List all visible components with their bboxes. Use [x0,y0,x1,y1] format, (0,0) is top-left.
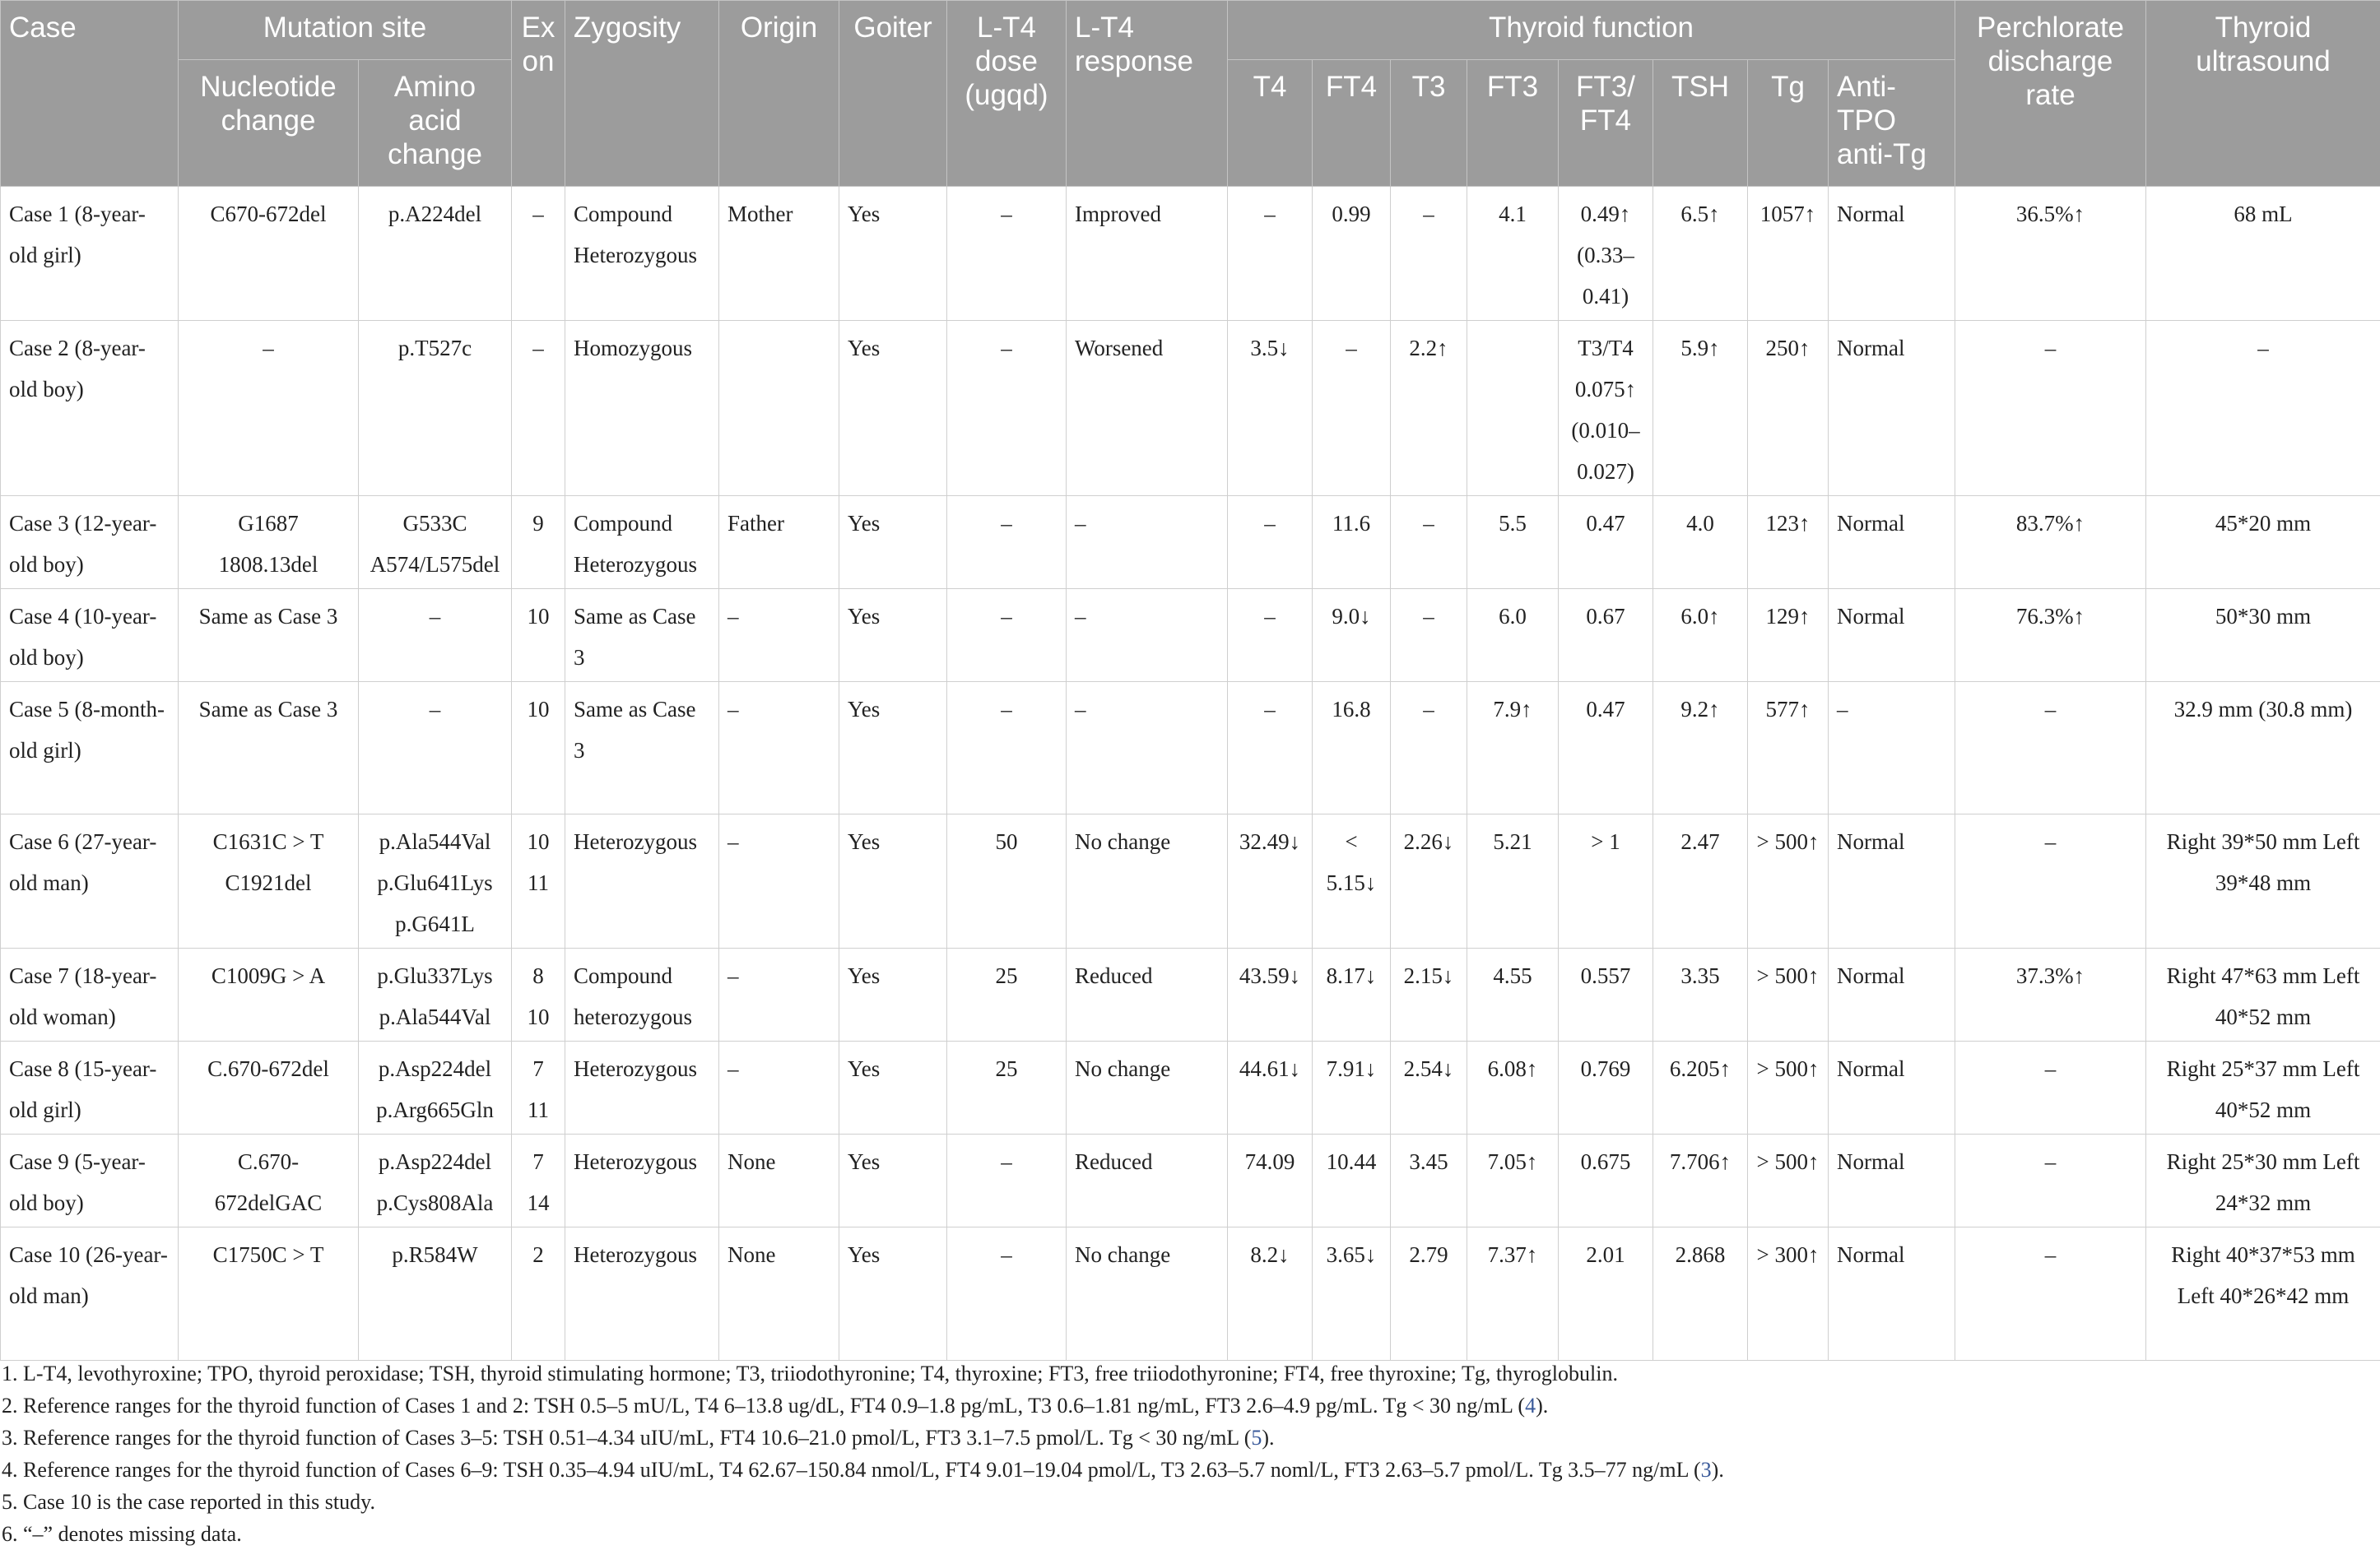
header-mutation-site: Mutation site [179,1,512,60]
cell-t4: 74.09 [1228,1135,1313,1227]
cell-anti: Normal [1829,1042,1955,1135]
cell-dose: – [947,682,1067,814]
cell-amino: p.A224del [359,187,512,321]
cell-tsh: 9.2↑ [1653,682,1748,814]
cell-tg: > 500↑ [1748,1042,1829,1135]
cell-exon: – [512,321,565,496]
footnote-case-10: 5. Case 10 is the case reported in this study. [0,1486,1724,1518]
cell-dose: – [947,1135,1067,1227]
cell-nucleotide: C1009G > A [179,949,359,1042]
cell-ultrasound: Right 39*50 mm Left 39*48 mm [2146,814,2380,949]
cell-zygosity: Compound heterozygous [565,949,719,1042]
footnote-text: 4. Reference ranges for the thyroid function of Cases 6–9: TSH 0.35–4.94 uIU/mL, T4 62.67–150.84 nmol/L, FT4 9.01–19.04 pmol/L, T3 2.63–5.7 noml/L, FT3 2.63–5.7 pmol/L. Tg 3.5–77 ng/mL ( [2,1458,1701,1482]
cell-ft3-ft4: 0.557 [1559,949,1653,1042]
cell-ft3: 5.5 [1467,496,1559,589]
cell-exon: 7 14 [512,1135,565,1227]
cell-zygosity: Compound Heterozygous [565,496,719,589]
cell-t4: 43.59↓ [1228,949,1313,1042]
cell-ft3: 4.1 [1467,187,1559,321]
cell-perchlorate: 76.3%↑ [1955,589,2146,682]
cell-t3: – [1391,682,1467,814]
cell-t4: 44.61↓ [1228,1042,1313,1135]
cell-case: Case 4 (10-year-old boy) [1,589,179,682]
cell-perchlorate: – [1955,814,2146,949]
cell-case: Case 3 (12-year-old boy) [1,496,179,589]
cell-ft3 [1467,321,1559,496]
cell-exon: 2 [512,1227,565,1361]
cell-exon: – [512,187,565,321]
cell-t3: 2.2↑ [1391,321,1467,496]
cell-anti: – [1829,682,1955,814]
cell-tsh: 6.205↑ [1653,1042,1748,1135]
header-thyroid-function: Thyroid function [1228,1,1955,60]
cell-ft3: 7.37↑ [1467,1227,1559,1361]
cell-ft3-ft4: 0.67 [1559,589,1653,682]
cell-response: Reduced [1067,949,1228,1042]
footnote-abbreviations: 1. L-T4, levothyroxine; TPO, thyroid peroxidase; TSH, thyroid stimulating hormone; T3, triiodothyronine; T4, thyroxine; FT3, free triiodothyronine; FT4, free thyroxine; Tg, thyroglobulin. [0,1357,1724,1390]
cell-tsh: 6.0↑ [1653,589,1748,682]
cell-tsh: 6.5↑ [1653,187,1748,321]
cell-ft4: 10.44 [1313,1135,1391,1227]
cell-tsh: 4.0 [1653,496,1748,589]
cell-perchlorate: – [1955,1227,2146,1361]
cell-anti: Normal [1829,589,1955,682]
cell-ultrasound: 68 mL [2146,187,2380,321]
cell-ft3-ft4: T3/T4 0.075↑ (0.010–0.027) [1559,321,1653,496]
cell-perchlorate: – [1955,682,2146,814]
cell-response: No change [1067,1042,1228,1135]
header-tsh: TSH [1653,60,1748,187]
citation-link[interactable]: 5 [1251,1426,1262,1450]
footnote-missing-data: 6. “–” denotes missing data. [0,1518,1724,1550]
cell-zygosity: Homozygous [565,321,719,496]
cell-amino: G533C A574/L575del [359,496,512,589]
cell-t3: 2.15↓ [1391,949,1467,1042]
cell-zygosity: Heterozygous [565,814,719,949]
header-zygosity: Zygosity [565,1,719,187]
cell-zygosity: Compound Heterozygous [565,187,719,321]
cell-ultrasound: 50*30 mm [2146,589,2380,682]
cell-tg: 577↑ [1748,682,1829,814]
footnote-reference-cases-3-5 [0,1422,1724,1454]
cell-t4: 3.5↓ [1228,321,1313,496]
cell-t3: 3.45 [1391,1135,1467,1227]
cell-dose: 25 [947,949,1067,1042]
footnote-reference-cases-6-9 [0,1454,1724,1486]
header-ft3: FT3 [1467,60,1559,187]
cell-goiter: Yes [839,1135,947,1227]
cell-origin: Mother [719,187,839,321]
table-row [1,814,2380,949]
header-origin: Origin [719,1,839,187]
cell-ultrasound: Right 47*63 mm Left 40*52 mm [2146,949,2380,1042]
cell-origin: None [719,1227,839,1361]
cell-goiter: Yes [839,321,947,496]
cell-exon: 10 11 [512,814,565,949]
cell-goiter: Yes [839,682,947,814]
header-exon: Exon [512,1,565,187]
cell-t3: 2.79 [1391,1227,1467,1361]
cell-case: Case 7 (18-year-old woman) [1,949,179,1042]
cell-ft4: 0.99 [1313,187,1391,321]
cell-zygosity: Same as Case 3 [565,589,719,682]
cell-ft3-ft4: 0.49↑ (0.33–0.41) [1559,187,1653,321]
table-row [1,321,2380,496]
cell-dose: – [947,496,1067,589]
cell-ft3-ft4: 0.47 [1559,496,1653,589]
cell-tg: 1057↑ [1748,187,1829,321]
cell-case: Case 5 (8-month-old girl) [1,682,179,814]
cell-zygosity: Same as Case 3 [565,682,719,814]
cell-response: No change [1067,814,1228,949]
cell-goiter: Yes [839,1042,947,1135]
header-ultrasound: Thyroid ultrasound [2146,1,2380,187]
cell-response: Reduced [1067,1135,1228,1227]
footnote-text: 2. Reference ranges for the thyroid function of Cases 1 and 2: TSH 0.5–5 mU/L, T4 6–13.8 ug/dL, FT4 0.9–1.8 pg/mL, T3 0.6–1.81 ng/mL, FT3 2.6–4.9 pg/mL. Tg < 30 ng/mL ( [2,1394,1525,1418]
cell-anti: Normal [1829,1227,1955,1361]
cell-t3: 2.26↓ [1391,814,1467,949]
cell-ft4: 8.17↓ [1313,949,1391,1042]
cell-ft3-ft4: 0.675 [1559,1135,1653,1227]
cell-ft3: 7.9↑ [1467,682,1559,814]
cell-amino: p.R584W [359,1227,512,1361]
cell-ft4: 3.65↓ [1313,1227,1391,1361]
cell-amino: p.T527c [359,321,512,496]
cell-perchlorate: – [1955,1135,2146,1227]
cell-case: Case 9 (5-year-old boy) [1,1135,179,1227]
cell-goiter: Yes [839,814,947,949]
cell-zygosity: Heterozygous [565,1227,719,1361]
cell-t3: 2.54↓ [1391,1042,1467,1135]
cell-origin: – [719,682,839,814]
cell-tsh: 2.868 [1653,1227,1748,1361]
cell-ft4: 11.6 [1313,496,1391,589]
header-t4: T4 [1228,60,1313,187]
cell-dose: – [947,187,1067,321]
header-ft4: FT4 [1313,60,1391,187]
cell-anti: Normal [1829,187,1955,321]
cell-ft4: < 5.15↓ [1313,814,1391,949]
cell-ft3-ft4: 2.01 [1559,1227,1653,1361]
cell-origin: – [719,1042,839,1135]
header-t3: T3 [1391,60,1467,187]
cell-perchlorate: 36.5%↑ [1955,187,2146,321]
cell-ultrasound: 45*20 mm [2146,496,2380,589]
footnote-close: ). [1262,1426,1274,1450]
footnote-text: 3. Reference ranges for the thyroid function of Cases 3–5: TSH 0.51–4.34 uIU/mL, FT4 10.6–21.0 pmol/L, FT3 3.1–7.5 pmol/L. Tg < 30 ng/mL ( [2,1426,1251,1450]
header-lt4-dose: L-T4 dose (ugqd) [947,1,1067,187]
table-footnotes [0,1357,1724,1550]
cell-origin: Father [719,496,839,589]
cell-nucleotide: C1750C > T [179,1227,359,1361]
cell-ft3: 6.0 [1467,589,1559,682]
cell-t4: – [1228,496,1313,589]
cell-response: Improved [1067,187,1228,321]
cell-anti: Normal [1829,496,1955,589]
cell-tsh: 7.706↑ [1653,1135,1748,1227]
footnote-reference-cases-1-2 [0,1390,1724,1422]
cell-response: – [1067,496,1228,589]
cell-amino: – [359,589,512,682]
cell-exon: 7 11 [512,1042,565,1135]
cell-perchlorate: 37.3%↑ [1955,949,2146,1042]
cell-response: – [1067,682,1228,814]
cell-dose: 25 [947,1042,1067,1135]
cell-case: Case 6 (27-year-old man) [1,814,179,949]
cell-case: Case 1 (8-year-old girl) [1,187,179,321]
cell-nucleotide: C.670-672delGAC [179,1135,359,1227]
cell-case: Case 10 (26-year-old man) [1,1227,179,1361]
cell-tg: > 500↑ [1748,949,1829,1042]
cell-origin: – [719,949,839,1042]
header-tg: Tg [1748,60,1829,187]
cell-zygosity: Heterozygous [565,1135,719,1227]
cell-ft4: 9.0↓ [1313,589,1391,682]
header-nucleotide-change: Nucleotide change [179,60,359,187]
cell-exon: 10 [512,682,565,814]
table-header [1,1,2380,187]
table-row [1,949,2380,1042]
cell-t3: – [1391,496,1467,589]
cell-goiter: Yes [839,949,947,1042]
cell-amino: – [359,682,512,814]
cell-dose: – [947,589,1067,682]
cell-t4: – [1228,187,1313,321]
footnote-close: ). [1712,1458,1724,1482]
header-case: Case [1,1,179,187]
cell-anti: Normal [1829,949,1955,1042]
citation-link[interactable]: 4 [1525,1394,1536,1418]
cell-goiter: Yes [839,496,947,589]
cell-zygosity: Heterozygous [565,1042,719,1135]
cell-tg: > 300↑ [1748,1227,1829,1361]
cell-tsh: 3.35 [1653,949,1748,1042]
cell-anti: Normal [1829,1135,1955,1227]
header-perchlorate: Perchlorate discharge rate [1955,1,2146,187]
cell-exon: 10 [512,589,565,682]
cell-origin: – [719,589,839,682]
cell-tsh: 2.47 [1653,814,1748,949]
cell-ultrasound: 32.9 mm (30.8 mm) [2146,682,2380,814]
cell-nucleotide: G1687 1808.13del [179,496,359,589]
cell-dose: – [947,1227,1067,1361]
table-body [1,187,2380,1361]
cell-t4: 32.49↓ [1228,814,1313,949]
cell-response: – [1067,589,1228,682]
cell-goiter: Yes [839,589,947,682]
header-anti-tpo-tg: Anti-TPO anti-Tg [1829,60,1955,187]
cell-amino: p.Asp224del p.Arg665Gln [359,1042,512,1135]
cell-nucleotide: C.670-672del [179,1042,359,1135]
cell-goiter: Yes [839,1227,947,1361]
cell-t3: – [1391,589,1467,682]
cell-tg: 129↑ [1748,589,1829,682]
cell-t4: – [1228,589,1313,682]
cell-ft3: 6.08↑ [1467,1042,1559,1135]
cell-ft3: 5.21 [1467,814,1559,949]
cell-ft3: 4.55 [1467,949,1559,1042]
cell-t4: 8.2↓ [1228,1227,1313,1361]
cell-response: No change [1067,1227,1228,1361]
header-ft3-ft4: FT3/ FT4 [1559,60,1653,187]
cell-ft3: 7.05↑ [1467,1135,1559,1227]
cell-ft3-ft4: 0.769 [1559,1042,1653,1135]
header-lt4-response: L-T4 response [1067,1,1228,187]
cell-nucleotide: C670-672del [179,187,359,321]
cell-tg: 250↑ [1748,321,1829,496]
cell-tg: 123↑ [1748,496,1829,589]
cell-ultrasound: Right 25*37 mm Left 40*52 mm [2146,1042,2380,1135]
cell-nucleotide: Same as Case 3 [179,589,359,682]
cell-origin [719,321,839,496]
cell-anti: Normal [1829,814,1955,949]
cell-t4: – [1228,682,1313,814]
cell-perchlorate: – [1955,1042,2146,1135]
cell-amino: p.Glu337Lys p.Ala544Val [359,949,512,1042]
cell-anti: Normal [1829,321,1955,496]
cell-case: Case 8 (15-year-old girl) [1,1042,179,1135]
cell-origin: None [719,1135,839,1227]
cell-ft4: 7.91↓ [1313,1042,1391,1135]
table-row [1,496,2380,589]
cell-perchlorate: 83.7%↑ [1955,496,2146,589]
citation-link[interactable]: 3 [1701,1458,1712,1482]
cell-ft4: – [1313,321,1391,496]
cell-response: Worsened [1067,321,1228,496]
cell-dose: – [947,321,1067,496]
cell-amino: p.Asp224del p.Cys808Ala [359,1135,512,1227]
table-row [1,589,2380,682]
table-row [1,1042,2380,1135]
cell-nucleotide: C1631C > T C1921del [179,814,359,949]
cell-ft3-ft4: 0.47 [1559,682,1653,814]
table-row [1,1227,2380,1361]
cell-tg: > 500↑ [1748,814,1829,949]
header-amino-acid-change: Amino acid change [359,60,512,187]
cell-case: Case 2 (8-year-old boy) [1,321,179,496]
cell-t3: – [1391,187,1467,321]
table-row [1,682,2380,814]
cell-exon: 8 10 [512,949,565,1042]
cell-nucleotide: Same as Case 3 [179,682,359,814]
table-row [1,1135,2380,1227]
cell-ft3-ft4: > 1 [1559,814,1653,949]
header-goiter: Goiter [839,1,947,187]
cell-ultrasound: – [2146,321,2380,496]
cell-dose: 50 [947,814,1067,949]
cell-perchlorate: – [1955,321,2146,496]
cell-nucleotide: – [179,321,359,496]
cell-amino: p.Ala544Val p.Glu641Lys p.G641L [359,814,512,949]
cell-ft4: 16.8 [1313,682,1391,814]
cell-exon: 9 [512,496,565,589]
cell-ultrasound: Right 25*30 mm Left 24*32 mm [2146,1135,2380,1227]
cell-ultrasound: Right 40*37*53 mm Left 40*26*42 mm [2146,1227,2380,1361]
cell-goiter: Yes [839,187,947,321]
cell-tsh: 5.9↑ [1653,321,1748,496]
table-row [1,187,2380,321]
cell-tg: > 500↑ [1748,1135,1829,1227]
footnote-close: ). [1536,1394,1548,1418]
cell-origin: – [719,814,839,949]
